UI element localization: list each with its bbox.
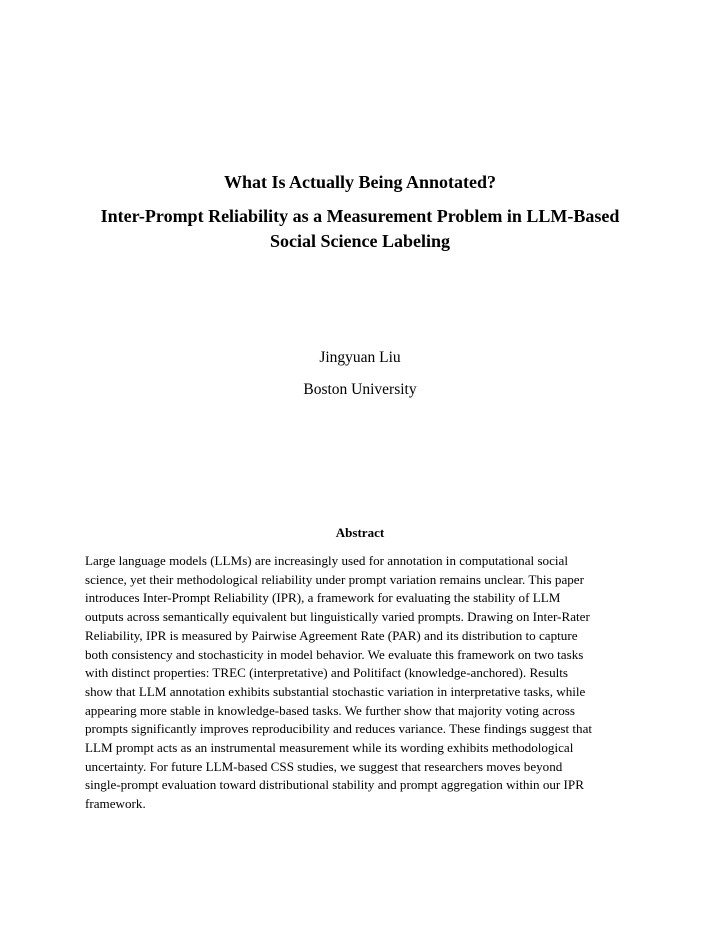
abstract-line: science, yet their methodological reliability under prompt variation remains unclear. This paper [85, 571, 584, 587]
abstract-line: single-prompt evaluation toward distributional stability and prompt aggregation within our IPR [85, 777, 584, 793]
abstract-heading: Abstract [335, 525, 385, 540]
paper-subtitle [0, 204, 720, 254]
abstract-line: framework. [85, 796, 146, 812]
abstract-line: prompts significantly improves reproducibility and reduces variance. These findings suggest that [85, 721, 593, 737]
abstract-body [85, 552, 645, 814]
subtitle-line-2: Social Science Labeling [270, 231, 450, 251]
paper-title: What Is Actually Being Annotated? [223, 172, 497, 192]
abstract-line: both consistency and stochasticity in model behavior. We evaluate this framework on two tasks [85, 646, 584, 662]
abstract-line: Large language models (LLMs) are increasingly used for annotation in computational social [85, 553, 568, 568]
subtitle-line-1: Inter-Prompt Reliability as a Measurement Problem in LLM-Based [100, 206, 620, 226]
author-affiliation: Boston University [303, 381, 417, 398]
author-name: Jingyuan Liu [319, 349, 401, 366]
abstract-line: introduces Inter-Prompt Reliability (IPR), a framework for evaluating the stability of LLM [85, 590, 561, 606]
abstract-line: show that LLM annotation exhibits substantial stochastic variation in interpretative tasks, while [85, 683, 586, 699]
abstract-line: LLM prompt acts as an instrumental measurement while its wording exhibits methodological [85, 740, 574, 756]
abstract-line: appearing more stable in knowledge-based tasks. We further show that majority voting across [85, 702, 575, 718]
abstract-line: uncertainty. For future LLM-based CSS studies, we suggest that researchers moves beyond [85, 758, 563, 774]
abstract-line: with distinct properties: TREC (interpretative) and Politifact (knowledge-anchored). Results [85, 665, 569, 681]
abstract-line: outputs across semantically equivalent but linguistically varied prompts. Drawing on Inter-Rater [85, 609, 590, 625]
abstract-line: Reliability, IPR is measured by Pairwise Agreement Rate (PAR) and its distribution to capture [85, 627, 578, 643]
